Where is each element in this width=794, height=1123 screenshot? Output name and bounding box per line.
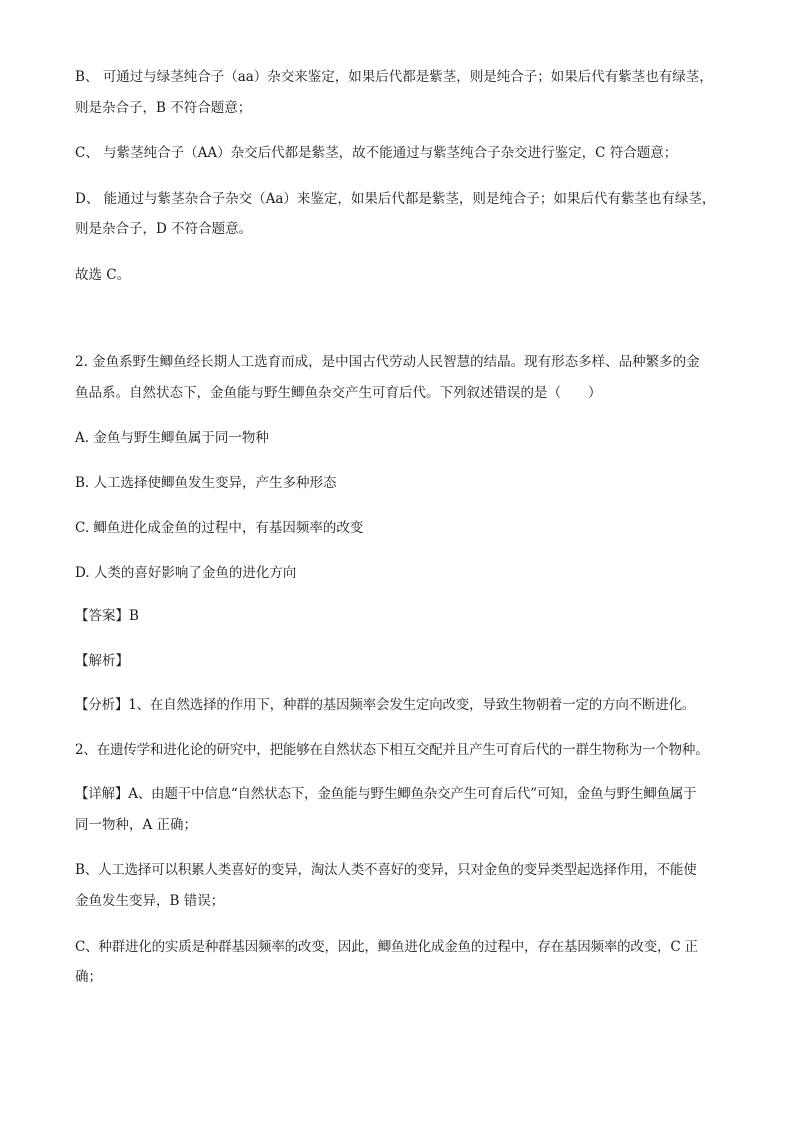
analysis-point-1: 【分析】1、在自然选择的作用下，种群的基因频率会发生定向改变，导致生物朝着一定的方向不断进化。: [75, 697, 696, 713]
prev-option-b-line-2: 则是杂合子，B 不符合题意；: [75, 100, 252, 116]
explanation-b-line-2: 金鱼发生变异，B 错误；: [75, 893, 225, 909]
analysis-point-2: 2、在遗传学和进化论的研究中，把能够在自然状态下相互交配并且产生可育后代的一群生物称为一个物种。: [75, 742, 709, 758]
prev-conclusion: 故选 C。: [75, 267, 131, 283]
explanation-c-line-1: C、种群进化的实质是种群基因频率的改变，因此，鲫鱼进化成金鱼的过程中，存在基因频率的改变，C 正: [75, 939, 698, 955]
question-2-option-b: B. 人工选择使鲫鱼发生变异，产生多种形态: [75, 475, 337, 491]
question-2-answer: 【答案】B: [75, 608, 139, 624]
prev-option-c: C、 与紫茎纯合子（AA）杂交后代都是紫茎，故不能通过与紫茎纯合子杂交进行鉴定，C 符合题意；: [75, 145, 678, 161]
prev-option-b-line-1: B、 可通过与绿茎纯合子（aa）杂交来鉴定，如果后代都是紫茎，则是纯合子；如果后代有紫茎也有绿茎，: [75, 69, 713, 85]
question-2-option-a: A. 金鱼与野生鲫鱼属于同一物种: [75, 430, 269, 446]
explanation-b-line-1: B、人工选择可以积累人类喜好的变异，淘汰人类不喜好的变异，只对金鱼的变异类型起选择作用，不能使: [75, 862, 697, 878]
explanation-c-line-2: 确；: [75, 969, 102, 985]
question-2-option-c: C. 鲫鱼进化成金鱼的过程中，有基因频率的改变: [75, 520, 364, 536]
explanation-a-line-2: 同一物种，A 正确；: [75, 817, 198, 833]
question-2-stem-line-1: 2. 金鱼系野生鲫鱼经长期人工选育而成，是中国古代劳动人民智慧的结晶。现有形态多样、品种繁多的金: [75, 354, 700, 370]
explanation-a-line-1: 【详解】A、由题干中信息“自然状态下，金鱼能与野生鲫鱼杂交产生可育后代”可知，金鱼与野生鲫鱼属于: [75, 786, 697, 802]
question-2-stem-line-2: 鱼品系。自然状态下，金鱼能与野生鲫鱼杂交产生可育后代。下列叙述错误的是（ ）: [75, 385, 602, 401]
prev-option-d-line-2: 则是杂合子，D 不符合题意。: [75, 221, 253, 237]
analysis-heading: 【解析】: [75, 653, 129, 669]
question-2-option-d: D. 人类的喜好影响了金鱼的进化方向: [75, 565, 297, 581]
prev-option-d-line-1: D、 能通过与紫茎杂合子杂交（Aa）来鉴定，如果后代都是紫茎，则是纯合子；如果后代有紫茎也有绿茎，: [75, 191, 716, 207]
